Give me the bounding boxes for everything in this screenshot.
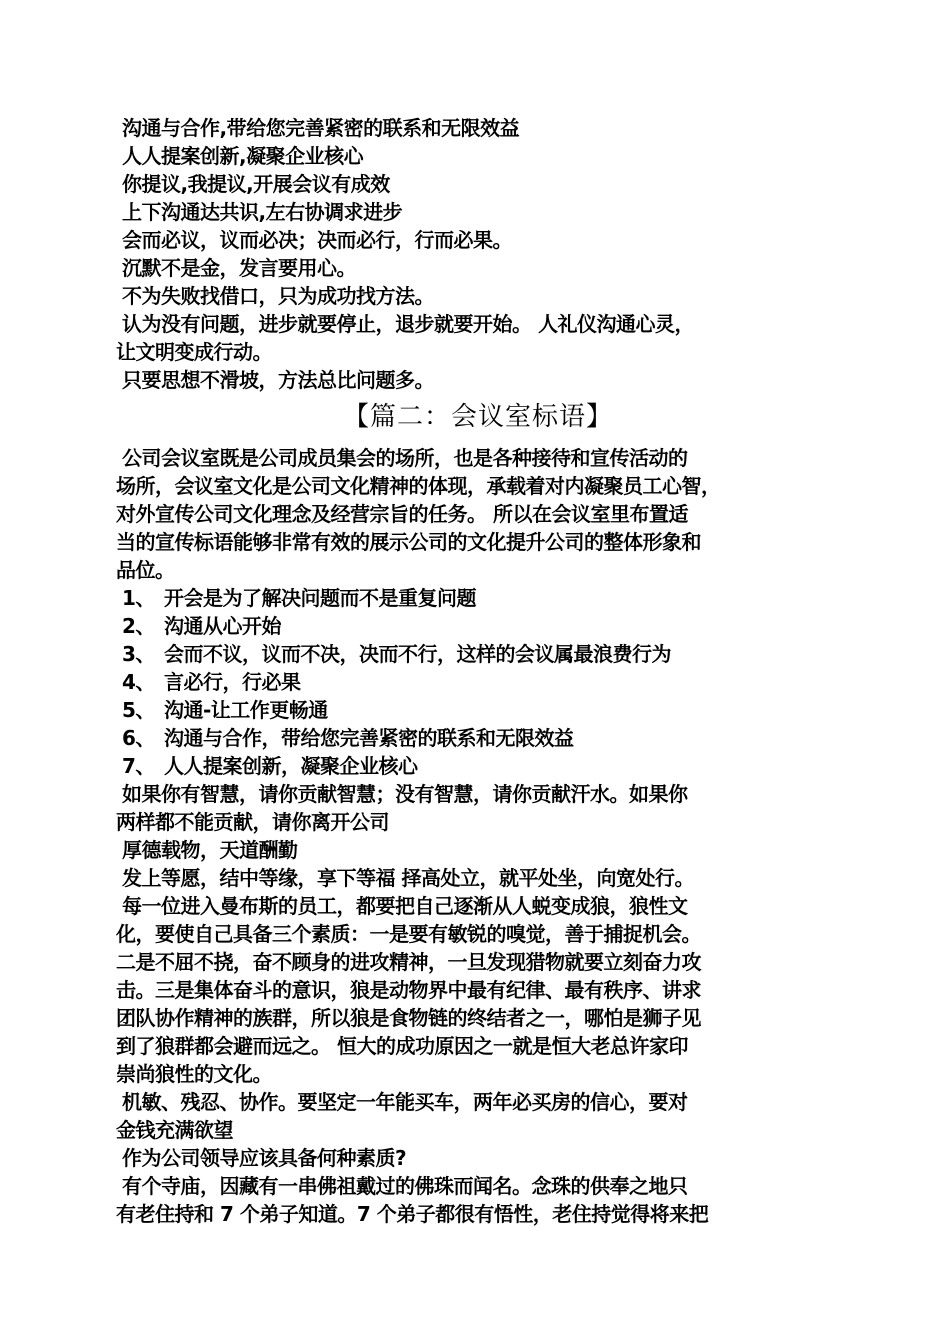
list-item — [116, 668, 840, 696]
section-heading: 【篇二：会议室标语】 — [342, 402, 613, 432]
slogan-line: 作为公司领导应该具备何种素质? — [122, 1146, 407, 1170]
list-item-number: 1、 — [122, 586, 155, 610]
document-body — [116, 114, 840, 1228]
numbered-list — [116, 584, 840, 780]
list-item — [116, 640, 840, 668]
list-item — [116, 724, 840, 752]
slogan-line: 厚德载物，天道酬勤 — [122, 838, 298, 862]
list-item-text: 沟通与合作，带给您完善紧密的联系和无限效益 — [164, 726, 574, 750]
slogan-paragraph — [116, 310, 840, 366]
slogan-line: 只要思想不滑坡，方法总比问题多。 — [122, 368, 434, 392]
list-item — [116, 584, 840, 612]
paragraph-line: 化，要使自己具备三个素质：一是要有敏锐的嗅觉，善于捕捉机会。 — [116, 922, 701, 946]
slogan-line: 会而必议，议而必决；决而必行，行而必果。 — [122, 228, 512, 252]
list-item-number: 4、 — [122, 670, 155, 694]
slogan-line: 沉默不是金，发言要用心。 — [122, 256, 356, 280]
list-item-text: 会而不议，议而不决，决而不行，这样的会议属最浪费行为 — [164, 642, 671, 666]
paragraph-line: 二是不屈不挠，奋不顾身的进攻精神，一旦发现猎物就要立刻奋力攻 — [116, 950, 701, 974]
list-item-text: 沟通-让工作更畅通 — [164, 698, 328, 722]
paragraph-line: 两样都不能贡献，请你离开公司 — [116, 810, 389, 834]
list-item-number: 6、 — [122, 726, 155, 750]
slogan-line: 你提议,我提议,开展会议有成效 — [122, 172, 390, 196]
list-item-number: 2、 — [122, 614, 155, 638]
section-intro-paragraph — [116, 444, 840, 584]
list-item-text: 开会是为了解决问题而不是重复问题 — [164, 586, 476, 610]
wolf-culture-paragraph — [116, 892, 840, 1088]
list-item — [116, 612, 840, 640]
paragraph-line: 击。三是集体奋斗的意识，狼是动物界中最有纪律、最有秩序、讲求 — [116, 978, 701, 1002]
list-item-number: 7、 — [122, 754, 155, 778]
paragraph-line: 如果你有智慧，请你贡献智慧；没有智慧，请你贡献汗水。如果你 — [122, 782, 688, 806]
paragraph-line: 公司会议室既是公司成员集会的场所，也是各种接待和宣传活动的 — [122, 446, 688, 470]
list-item-number: 5、 — [122, 698, 155, 722]
list-item — [116, 752, 840, 780]
jimin-paragraph — [116, 1088, 840, 1144]
paragraph-line: 团队协作精神的族群，所以狼是食物链的终结者之一，哪怕是狮子见 — [116, 1006, 701, 1030]
paragraph-line: 机敏、残忍、协作。要坚定一年能买车，两年必买房的信心，要对 — [122, 1090, 688, 1114]
paragraph-line: 有个寺庙，因藏有一串佛祖戴过的佛珠而闻名。念珠的供奉之地只 — [122, 1174, 688, 1198]
temple-story-paragraph — [116, 1172, 840, 1228]
paragraph-line: 金钱充满欲望 — [116, 1118, 233, 1142]
paragraph-line: 崇尚狼性的文化。 — [116, 1062, 272, 1086]
paragraph-line: 有老住持和 7 个弟子知道。7 个弟子都很有悟性，老住持觉得将来把 — [116, 1202, 709, 1226]
paragraph-line: 对外宣传公司文化理念及经营宗旨的任务。 所以在会议室里布置适 — [116, 502, 688, 526]
list-item-text: 言必行，行必果 — [164, 670, 301, 694]
list-item — [116, 696, 840, 724]
slogan-line: 不为失败找借口，只为成功找方法。 — [122, 284, 434, 308]
paragraph-line: 认为没有问题，进步就要停止，退步就要开始。 人礼仪沟通心灵， — [122, 312, 694, 336]
slogan-line: 沟通与合作,带给您完善紧密的联系和无限效益 — [122, 116, 520, 140]
slogan-line: 发上等愿，结中等缘，享下等福 择高处立，就平处坐，向宽处行。 — [122, 866, 694, 890]
paragraph-line: 场所，会议室文化是公司文化精神的体现，承载着对内凝聚员工心智， — [116, 474, 721, 498]
list-item-text: 人人提案创新，凝聚企业核心 — [164, 754, 418, 778]
slogan-line: 上下沟通达共识,左右协调求进步 — [122, 200, 403, 224]
slogan-line: 人人提案创新,凝聚企业核心 — [122, 144, 364, 168]
list-item-number: 3、 — [122, 642, 155, 666]
paragraph-line: 当的宣传标语能够非常有效的展示公司的文化提升公司的整体形象和 — [116, 530, 701, 554]
paragraph-line: 到了狼群都会避而远之。 恒大的成功原因之一就是恒大老总许家印 — [116, 1034, 688, 1058]
paragraph-line: 让文明变成行动。 — [116, 340, 272, 364]
paragraph-line: 每一位进入曼布斯的员工，都要把自己逐渐从人蜕变成狼，狼性文 — [122, 894, 688, 918]
list-item-text: 沟通从心开始 — [164, 614, 281, 638]
paragraph-line: 品位。 — [116, 558, 175, 582]
wisdom-paragraph — [116, 780, 840, 836]
